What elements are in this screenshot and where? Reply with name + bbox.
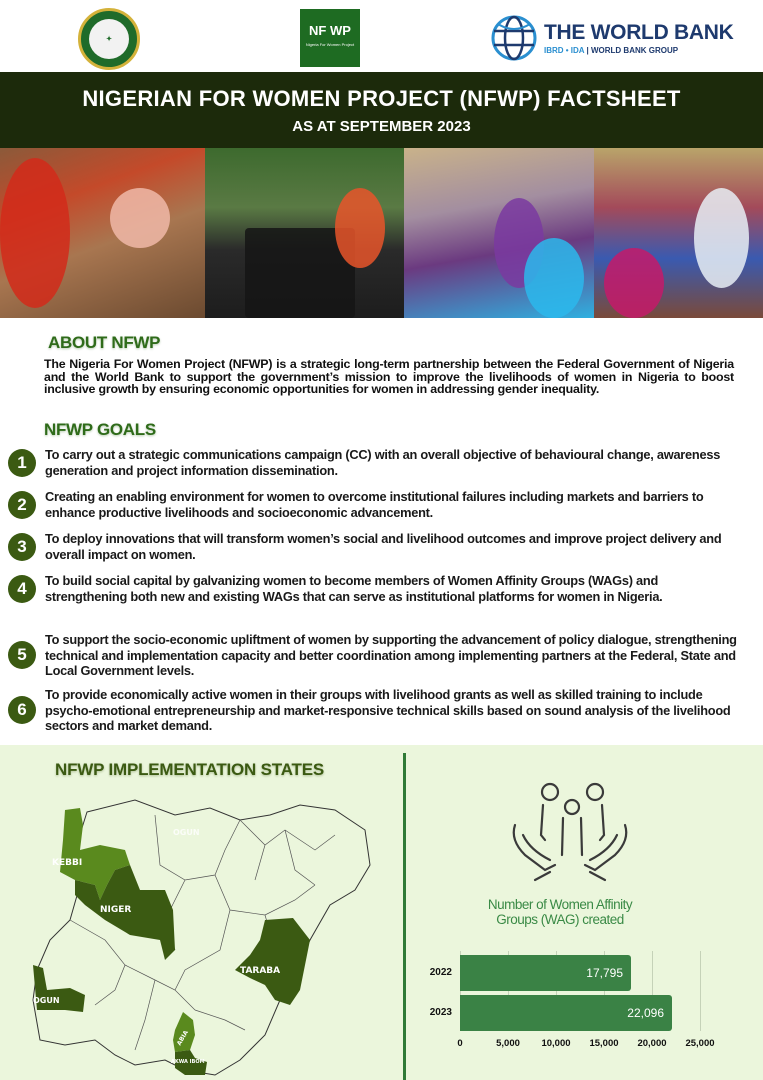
state-label-ogun: OGUN (33, 996, 60, 1005)
goal-item-1 (8, 447, 738, 478)
x-tick: 25,000 (685, 1038, 715, 1049)
goal-item-3 (8, 531, 738, 562)
state-label-abia: ABIA (175, 1029, 190, 1047)
page-subtitle: AS AT SEPTEMBER 2023 (292, 118, 471, 135)
goal-item-4 (8, 573, 738, 604)
bar-label-2023: 2023 (429, 1007, 452, 1018)
goal-number-badge: 1 (8, 449, 36, 477)
goal-text: To carry out a strategic communications campaign (CC) with an overall objective of behavioural change, awareness generation and project information dissemination. (45, 447, 721, 478)
bar-2022 (460, 955, 631, 991)
wag-bar-chart (420, 945, 740, 1055)
x-tick: 20,000 (637, 1038, 667, 1049)
gridline (700, 951, 701, 1031)
about-heading: ABOUT NFWP (48, 333, 161, 352)
wag-chart-title: Number of Women Affinity Groups (WAG) created (487, 897, 633, 927)
logo-row (0, 0, 763, 72)
world-bank-subtitle: IBRD • IDA | WORLD BANK GROUP (544, 46, 679, 55)
page-title: NIGERIAN FOR WOMEN PROJECT (NFWP) FACTSHEET (82, 86, 681, 111)
state-label-niger: NIGER (100, 905, 132, 915)
map-heading: NFWP IMPLEMENTATION STATES (55, 760, 324, 779)
section-divider (403, 753, 406, 1080)
goal-text: To build social capital by galvanizing women to become members of Women Affinity Groups (WAGs) and strengthening both new and existing WAGs that can serve as institutional platforms for women in Nigeria. (45, 573, 663, 604)
goal-item-2 (8, 489, 738, 520)
goal-number-badge: 3 (8, 533, 36, 561)
photo-woman-cooking (205, 148, 404, 318)
nfwp-logo-subtext: Nigeria For Women Project (305, 42, 355, 47)
nigeria-map (25, 790, 375, 1080)
goal-number-badge: 4 (8, 575, 36, 603)
goal-number-badge: 5 (8, 641, 36, 669)
state-label-kebbi: KEBBI (52, 858, 83, 868)
title-band (0, 72, 763, 148)
goal-text: Creating an enabling environment for women to overcome institutional failures including markets and barriers to enhance productive livelihoods and socioeconomic advancement. (45, 489, 704, 520)
bar-label-2022: 2022 (429, 967, 452, 978)
photo-women-meeting (594, 148, 763, 318)
bar-value-2022: 17,795 (586, 966, 623, 980)
goal-text: To support the socio-economic upliftment of women by supporting the advancement of policy dialogue, strengthening technical and implementation capacity and better coordination among implementing partners at the Federal, State and Local Government levels. (45, 632, 737, 678)
world-bank-logo (490, 14, 733, 62)
x-tick: 5,000 (496, 1038, 520, 1049)
hands-family-icon (505, 780, 635, 885)
goal-item-5 (8, 632, 738, 679)
photo-women-reading (404, 148, 594, 318)
goal-number-badge: 2 (8, 491, 36, 519)
world-bank-title: THE WORLD BANK (544, 21, 734, 44)
globe-icon (490, 14, 538, 62)
photo-strip (0, 148, 763, 318)
x-tick: 10,000 (541, 1038, 571, 1049)
photo-women-market (0, 148, 205, 318)
bottom-panel (0, 745, 763, 1080)
bar-2023 (460, 995, 672, 1031)
coat-of-arms-icon: ✦ (89, 19, 129, 59)
about-paragraph: The Nigeria For Women Project (NFWP) is a strategic long-term partnership between the Federal Government of Nigeria and the World Bank to support the government’s mission to improve the livelihoods of women in Nigeria to boost inclusive growth by ensuring economic opportunities for women in addressing gender inequality. (44, 357, 734, 396)
state-label-taraba: TARABA (240, 966, 281, 976)
x-tick: 0 (457, 1038, 463, 1049)
ministry-seal-logo (78, 8, 140, 70)
goal-item-6 (8, 687, 738, 734)
goal-text: To deploy innovations that will transform women’s social and livelihood outcomes and improve project delivery and overall impact on women. (45, 531, 722, 562)
nfwp-logo (300, 9, 360, 67)
x-tick: 15,000 (589, 1038, 619, 1049)
nfwp-logo-text: NF WP (309, 23, 351, 38)
goal-number-badge: 6 (8, 696, 36, 724)
goal-text: To provide economically active women in their groups with livelihood grants as well as skilled training to include psycho-emotional entrepreneurship and market-responsive technical skills based on sound analysis of the livelihood sectors and market demand. (45, 687, 731, 733)
state-label-faint: OGUN (173, 828, 200, 837)
state-label-akwa-ibom: AKWA IBOM (171, 1059, 205, 1065)
bar-value-2023: 22,096 (627, 1006, 664, 1020)
goals-heading: NFWP GOALS (44, 420, 156, 439)
